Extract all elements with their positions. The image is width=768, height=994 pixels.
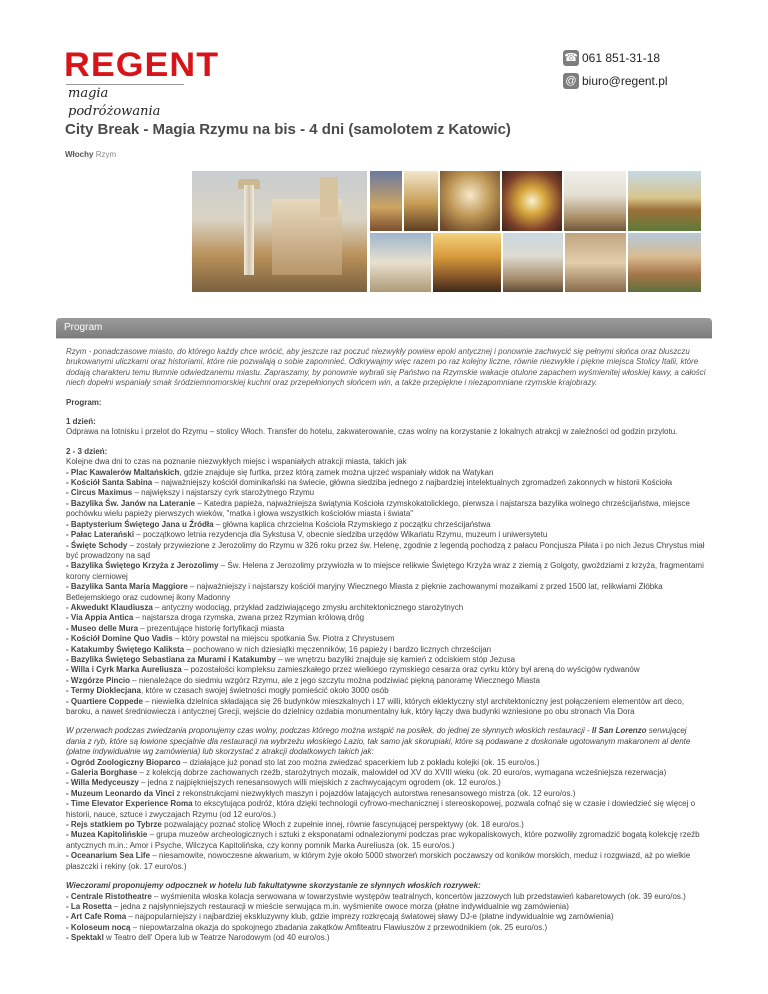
list-item	[66, 665, 706, 675]
day-2-3-title: 2 - 3 dzień:	[66, 446, 108, 456]
gallery-thumb[interactable]	[370, 233, 431, 292]
list-item-desc: – najważniejszy kościół dominikański na świecie, główna siedziba jednego z najbardziej intelektualnych zgromadzeń zakonnych w historii Kościoła	[152, 478, 673, 488]
list-item-name: - Pałac Laterański	[66, 530, 135, 540]
list-item-desc: – nienależące do siedmiu wzgórz Rzymu, ale z jego szczytu można podziwiać piękną panoramę Wiecznego Miasta	[130, 675, 540, 685]
free-time-intro	[66, 726, 706, 757]
list-item-name: - Bazylika Świętego Krzyża z Jerozolimy	[66, 561, 219, 571]
list-item-name: - Baptysterium Świętego Jana u Źródła	[66, 519, 214, 529]
list-item	[66, 655, 706, 665]
list-item-name: - Art Cafe Roma	[66, 912, 127, 922]
gallery-thumb[interactable]	[564, 171, 626, 231]
list-item	[66, 676, 706, 686]
day-1-text: Odprawa na lotnisku i przelot do Rzymu – stolicy Włoch. Transfer do hotelu, zakwaterowanie, czas wolny na korzystanie z lokalnych atrakcji w zależności od godzin przylotu.	[66, 427, 678, 437]
evening-attractions-list	[66, 892, 706, 944]
phone-number: 061 851-31-18	[582, 51, 661, 65]
day-2-3-block	[66, 447, 706, 718]
page-header	[0, 0, 768, 119]
phone-row[interactable]	[563, 48, 668, 68]
list-item-desc: – wyśmienita włoska kolacja serwowana w towarzystwie występów teatralnych, koncertów jazzowych lub przedstawień kabaretowych (ok. 39 euro/os.)	[151, 891, 686, 901]
list-item	[66, 892, 706, 902]
tab-program[interactable]	[56, 318, 712, 338]
list-item	[66, 561, 706, 582]
list-item	[66, 902, 706, 912]
day-1-title: 1 dzień:	[66, 417, 96, 427]
logo-wordmark: REGENT	[64, 46, 220, 84]
list-item-name: - Via Appia Antica	[66, 613, 134, 623]
list-item-desc: – we wnętrzu bazyliki znajduje się kamień z odciskiem stóp Jezusa	[275, 654, 516, 664]
list-item-name: - Time Elevator Experience Roma	[66, 799, 193, 809]
gallery-thumb[interactable]	[502, 171, 562, 231]
restaurant-name: Il San Lorenzo	[591, 726, 647, 736]
list-item-name: - Museo delle Mura	[66, 623, 139, 633]
list-item	[66, 912, 706, 922]
attractions-list	[66, 468, 706, 718]
photo-bell-tower	[320, 177, 338, 217]
list-item-name: - Bazylika Św. Janów na Lateranie	[66, 498, 196, 508]
photo-gallery	[192, 171, 701, 292]
list-item-name: - Quartiere Coppede	[66, 696, 143, 706]
gallery-thumb[interactable]	[503, 233, 563, 292]
list-item	[66, 634, 706, 644]
list-item-name: - Plac Kawalerów Maltańskich	[66, 467, 180, 477]
list-item	[66, 582, 706, 603]
list-item-desc: – początkowo letnia rezydencja dla Sykstusa V, obecnie siedziba urzędów Wikariatu Rzymu, muzeum i uniwersytetu	[134, 530, 548, 540]
list-item-desc: pozwalający poznać stolicę Włoch z zupełnie innej, równie fascynującej perspektywy (ok. 18 euro/os.)	[161, 820, 524, 830]
list-item-name: - Termy Dioklecjana	[66, 686, 141, 696]
tab-divider	[56, 338, 712, 339]
email-row[interactable]	[563, 71, 668, 91]
at-icon: @	[563, 73, 579, 89]
list-item-name: - Muzeum Leonardo da Vinci	[66, 788, 175, 798]
list-item-desc: – z kolekcją dobrze zachowanych rzeźb, starożytnych mozaik, malowideł od XV do XVIII wieku (ok. 20 euro/os, wymagana wcześniejsza rezerwacja)	[137, 768, 667, 778]
tab-program-label: Program	[64, 322, 103, 333]
list-item	[66, 758, 706, 768]
gallery-thumb[interactable]	[628, 233, 701, 292]
list-item	[66, 799, 706, 820]
regent-logo[interactable]	[64, 46, 220, 119]
list-item	[66, 686, 706, 696]
list-item-name: - Kościół Santa Sabina	[66, 478, 153, 488]
list-item-desc: – główna kaplica chrzcielna Kościoła Rzymskiego z początku chrześcijaństwa	[213, 519, 491, 529]
page-title: City Break - Magia Rzymu na bis - 4 dni (samolotem z Katowic)	[65, 121, 511, 138]
list-item	[66, 499, 706, 520]
breadcrumb	[65, 150, 116, 159]
list-item-desc: to ekscytująca podróż, która dzięki technologii cyfrowo-mechanicznej i stereoskopowej, pozwala cofnąć się w czasie i dowiedzieć się więcej o historii, nauce, sztuce i zwyczajach Rzymu (od 12 euro/os.)	[66, 799, 696, 819]
list-item-name: - La Rosetta	[66, 901, 112, 911]
list-item-desc: w Teatro dell' Opera lub w Teatrze Narodowym (od 40 euro/os.)	[103, 933, 330, 943]
list-item	[66, 923, 706, 933]
list-item-desc: – największy i najstarszy cyrk starożytnego Rzymu	[132, 488, 315, 498]
gallery-thumb[interactable]	[370, 171, 402, 231]
day-1-block	[66, 417, 706, 438]
gallery-main-photo[interactable]	[192, 171, 367, 292]
free-time-text: W przerwach podczas zwiedzania proponujemy czas wolny, podczas którego można wstąpić na posiłek, do jednej ze słynnych włoskich restauracji -	[66, 726, 592, 736]
list-item-name: - Muzea Kapitolińskie	[66, 830, 148, 840]
list-item	[66, 645, 706, 655]
evening-block	[66, 881, 706, 943]
day-2-3-intro: Kolejne dwa dni to czas na poznanie niezwykłych miejsc i wspaniałych atrakcji miasta, takich jak	[66, 457, 407, 467]
list-item-desc: – jedna z najpiękniejszych renesansowych willi miejskich z zachwycającym ogrodem (ok. 12 euro/os.)	[138, 778, 501, 788]
list-item-name: - Willa Medyceuszy	[66, 778, 139, 788]
list-item	[66, 468, 706, 478]
list-item-desc: – działające już ponad sto lat zoo można zwiedzać spacerkiem lub z pokładu kolejki (ok. 15 euro/os.)	[180, 757, 540, 767]
free-time-text-cont: serwującej dania z ryb, które są łowione specjalnie dla restauracji na wybrzeżu włoskiego Lazio, tak samo jak skorupiaki, które są podawane z doskonale ugotowanym makaronem al dente (płatne indywidualnie wg zamówienia) lub skorzystać z atrakcji dodatkowych takich jak:	[66, 726, 691, 757]
list-item	[66, 488, 706, 498]
list-item-desc: z rekonstrukcjami niezwykłych maszyn i pojazdów latających autorstwa renesansowego mistrza (ok. 12 euro/os.)	[174, 788, 576, 798]
list-item-desc: – najważniejszy i najstarszy kościół maryjny Wiecznego Miasta z pięknie zachowanymi mozaikami z przed 1500 lat, relikwiami Żłóbka Betlejemskiego oraz cudownej ikony Madonny	[66, 582, 663, 602]
list-item-desc: – Św. Helena z Jerozolimy przywiozła w to miejsce relikwie Świętego Krzyża wraz z ziemią z Golgoty, gwoździami z krzyża, fragmentami korony cierniowej	[66, 561, 704, 581]
list-item	[66, 624, 706, 634]
list-item-name: - Oceanarium Sea Life	[66, 851, 151, 861]
list-item-desc: – grupa muzeów archeologicznych i sztuki z eksponatami odnalezionymi podczas prac wykopaliskowych, które pozwoliły zgromadzić bogatą kolekcję rzeźb antycznych m.in.: Amor i Psyche, Wilczyca Kapitolińska, czy konny pomnik Marka Aureliusza (ok. 15 euro/os.)	[66, 830, 700, 850]
photo-column	[244, 185, 254, 275]
gallery-thumb[interactable]	[440, 171, 500, 231]
evening-heading: Wieczorami proponujemy odpocznek w hotelu lub fakultatywne skorzystanie ze słynnych włoskich rozrywek:	[66, 881, 481, 891]
list-item	[66, 478, 706, 488]
optional-attractions-list	[66, 758, 706, 872]
list-item-desc: – niepowtarzalna okazja do spokojnego zbadania zakątków Amfiteatru Flawiuszów z przewodnikiem (ok. 25 euro/os.)	[130, 922, 548, 932]
list-item	[66, 520, 706, 530]
gallery-thumb[interactable]	[404, 171, 438, 231]
program-heading: Program:	[66, 397, 102, 407]
list-item-desc: – pozostałości kompleksu zamieszkałego przez wielkiego rzymskiego cesarza oraz cyrku który był areną do wyścigów rydwanów	[181, 665, 640, 675]
list-item	[66, 768, 706, 778]
breadcrumb-city[interactable]: Rzym	[95, 150, 117, 159]
list-item	[66, 851, 706, 872]
logo-tagline: magia podróżowania	[66, 84, 184, 104]
list-item-desc: – prezentujące historię fortyfikacji miasta	[138, 623, 285, 633]
list-item-desc: – najstarsza droga rzymska, zwana przez Rzymian królową dróg	[133, 613, 365, 623]
phone-icon: ☎	[564, 52, 578, 64]
list-item-name: - Koloseum nocą	[66, 922, 131, 932]
gallery-thumb[interactable]	[433, 233, 501, 292]
list-item-desc: , gdzie znajduje się furtka, przez którą zamek można ujrzeć wspaniały widok na Watykan	[179, 467, 494, 477]
list-item-desc: – zostały przywiezione z Jerozolimy do Rzymu w 326 roku przez św. Helenę, zgodnie z legendą pochodzą z pałacu Poncjusza Piłata i po nich Jezus Chrystus miał być prowadzony na sąd	[66, 540, 705, 560]
list-item	[66, 530, 706, 540]
list-item	[66, 778, 706, 788]
list-item-name: - Centrale Ristotheatre	[66, 891, 152, 901]
list-item-name: - Willa i Cyrk Marka Aureliusza	[66, 665, 182, 675]
list-item	[66, 830, 706, 851]
list-item	[66, 789, 706, 799]
gallery-thumb[interactable]	[628, 171, 701, 231]
list-item	[66, 820, 706, 830]
list-item-desc: – antyczny wodociąg, przykład zadziwiającego zmysłu architektonicznego starożytnych	[152, 602, 464, 612]
list-item-name: - Spektakl	[66, 933, 104, 943]
list-item-name: - Bazylika Santa Maria Maggiore	[66, 582, 188, 592]
list-item-name: - Katakumby Świętego Kaliksta	[66, 644, 185, 654]
list-item	[66, 603, 706, 613]
list-item	[66, 697, 706, 718]
list-item-name: - Ogród Zoologiczny Bioparco	[66, 757, 181, 767]
intro-paragraph: Rzym - ponadczasowe miasto, do którego każdy chce wrócić, aby jeszcze raz poczuć niezwykły powiew epoki antycznej i ponownie zachwycić się pełnymi słońca oraz bluszczu brukowanymi uliczkami oraz historiami, które nie pozwalają o sobie zapomnieć. Odkrywajmy więc razem po raz kolejny liczne, równie niezwykłe i piękne miejsca Stolicy Italii, które dodają charakteru temu tłumnie odwiedzanemu miastu. Zapraszamy, by ponownie wybrali się Państwo na Rzymskie wakacje otulone zapachem wyśmienitej włoskiej kawy, a całości niech dopełni wspaniały smak śródziemnomorskiej kuchni oraz przepełnionych słońcem win, a także przepiękne i niezapomniane rzymskie krajobrazy.	[66, 347, 706, 388]
list-item-desc: – Katedra papieża, najważniejsza świątynia Kościoła rzymskokatolickiego, pierwsza i najstarsza bazylika wolnego chrześcijaństwa, miejsce pochówku wielu papieży pierwszych wieków, "matka i głowa wszystkich kościołów miasta i świata"	[66, 498, 690, 519]
list-item-desc: , które w czasach swojej świetności mogły pomieścić około 3000 osób	[141, 686, 389, 696]
list-item-name: - Wzgórze Pincio	[66, 675, 130, 685]
list-item-desc: – najpopularniejszy i najbardziej ekskluzywny klub, gdzie imprezy rozkręcają światowej sławy DJ-e (płatne indywidualnie wg zamówienia)	[126, 912, 614, 922]
contact-box	[563, 48, 668, 94]
program-content	[66, 347, 706, 953]
list-item-name: - Rejs statkiem po Tybrze	[66, 820, 162, 830]
list-item-name: - Galeria Borghase	[66, 768, 138, 778]
list-item-desc: – niesamowite, nowoczesne akwarium, w którym żyje około 5000 stworzeń morskich poczawszy od koników morskich, meduz i rozgwiazd, aż po wielkie płaszczki i rekiny (ok. 17 euro/os.)	[66, 851, 691, 871]
list-item-desc: – pochowano w nich dziesiątki męczenników, 16 papieży i bardzo licznych chrześcijan	[184, 644, 492, 654]
list-item-desc: – jedna z najsłynniejszych restauracji w mieście serwująca m.in. wyśmienite owoce morza (płatne indywidualnie wg zamówienia)	[111, 901, 569, 911]
gallery-thumb[interactable]	[565, 233, 626, 292]
list-item-desc: – niewielka dzielnica składająca się 26 budynków mieszkalnych i 17 willi, których eklektyczny styl architektoniczny jest połączeniem elementów art deco, baroku, a nawet średniowiecza i antycznej Grecji, wejście do dzielnicy ozdabia monumentalny łuk, który łączy dwa budynki wzniesione po obu stronach Via Dora	[66, 696, 685, 716]
list-item	[66, 933, 706, 943]
list-item	[66, 613, 706, 623]
free-time-block	[66, 726, 706, 872]
list-item-name: - Kościół Domine Quo Vadis	[66, 634, 173, 644]
email-address: biuro@regent.pl	[582, 74, 668, 88]
list-item-name: - Bazylika Świętego Sebastiana za Murami i Katakumby	[66, 654, 276, 664]
breadcrumb-country[interactable]: Włochy	[65, 150, 94, 159]
list-item-name: - Akwedukt Klaudiusza	[66, 602, 153, 612]
list-item-name: - Circus Maximus	[66, 488, 133, 498]
list-item-desc: – który powstał na miejscu spotkania Św. Piotra z Chrystusem	[172, 634, 395, 644]
list-item-name: - Święte Schody	[66, 540, 128, 550]
list-item	[66, 541, 706, 562]
